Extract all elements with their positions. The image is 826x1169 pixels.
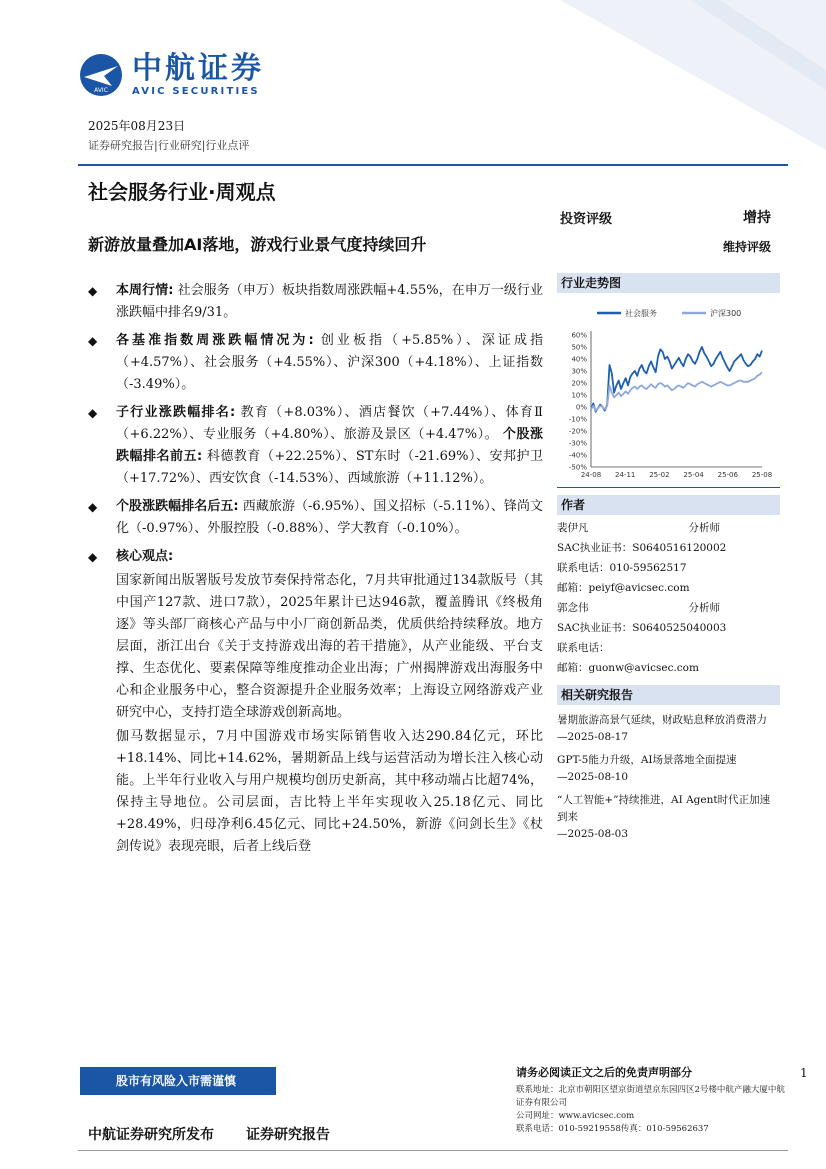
rating-note: 维持评级 (722, 240, 771, 254)
bullet-sub-industry (88, 402, 543, 490)
x-tick-label: 25-04 (683, 471, 704, 479)
industry-trend-chart (557, 295, 780, 485)
y-tick-label: 0% (575, 403, 587, 412)
author-phone: 联系电话：010-59562517 (557, 562, 687, 574)
author-email-label: 邮箱： (557, 662, 589, 674)
diamond-bullet-icon: ◆ (88, 334, 98, 348)
core-view-paragraph-1: 国家新闻出版署版号发放节奏保持常态化，7月共审批通过134款版号（其中国产127款、进口7款），2025年累计已达946款，覆盖腾讯《终极角逐》等头部厂商核心产品与中小厂商创新品类，优质供给持续释放。地方层面，浙江出台《关于支持游戏出海的若干措施》，从产业能级、平台支撑、生态优化、要素保障等维度推动企业出海；广州揭牌游戏出海服务中心和企业服务中心，整合资源提升企业服务效率；上海设立网络游戏产业研究中心，支持打造全球游戏创新高地。 (116, 573, 543, 720)
report-date: —2025-08-17 (557, 731, 629, 743)
author-name: 郭念伟 (557, 602, 589, 614)
diamond-bullet-icon: ◆ (88, 406, 98, 420)
page-title: 社会服务行业·周观点 (88, 180, 276, 204)
x-tick-label: 25-06 (717, 471, 738, 479)
author-email-link[interactable]: guonw@avicsec.com (588, 662, 699, 674)
diamond-bullet-icon: ◆ (88, 500, 98, 514)
y-tick-label: -30% (568, 439, 587, 448)
bullet-text: 社会服务（申万）板块指数周涨跌幅+4.55%，在申万一级行业涨跌幅中排名9/31。 (116, 283, 543, 320)
y-tick-label: 10% (571, 391, 587, 400)
author-section-header: 作者 (557, 495, 780, 515)
bullet-lead-top5: 个股涨跌幅排名前五: (116, 427, 543, 464)
chart-section-header: 行业走势图 (557, 273, 780, 293)
x-tick-label: 24-08 (580, 471, 602, 479)
y-tick-label: -10% (568, 415, 587, 424)
bullet-text: 西藏旅游（-6.95%）、国义招标（-5.11%）、锋尚文化（-0.97%）、外服控股（-0.88%）、学大教育（-0.10%）。 (116, 499, 543, 536)
x-tick-label: 25-02 (649, 471, 670, 479)
author-card-2 (557, 598, 780, 678)
diamond-bullet-icon: ◆ (88, 550, 98, 564)
header-divider (78, 164, 788, 166)
publisher-name: 中航证券研究所发布 (88, 1127, 214, 1143)
y-tick-label: -50% (568, 463, 587, 472)
contact-footer (516, 1064, 786, 1136)
rating-label: 投资评级 (560, 212, 613, 227)
bullet-text-top5: 科德教育（+22.25%）、ST东时（-21.69%）、安邦护卫（+17.72%）、西安饮食（-14.53%）、西域旅游（+11.12%）。 (116, 449, 544, 486)
chart-divider (557, 487, 780, 488)
disclaimer-title: 请务必阅读正文之后的免责声明部分 (516, 1066, 692, 1079)
rating-value: 增持 (743, 210, 771, 226)
report-category: 证券研究报告|行业研究|行业点评 (88, 139, 250, 152)
author-phone: 联系电话： (557, 642, 610, 654)
y-tick-label: 50% (571, 343, 587, 352)
author-email-label: 邮箱： (557, 582, 589, 594)
report-link-1[interactable] (557, 712, 780, 746)
footer-divider (78, 1150, 788, 1151)
page-subtitle: 新游放量叠加AI落地，游戏行业景气度持续回升 (88, 235, 427, 254)
author-name: 裴伊凡 (557, 522, 589, 534)
footer-publisher (88, 1124, 362, 1144)
company-phone: 联系电话：010-59219558传真：010-59562637 (516, 1124, 709, 1134)
logo-english-name: AVIC SECURITIES (132, 86, 260, 97)
y-tick-label: 30% (571, 367, 587, 376)
legend-label: 社会服务 (625, 309, 657, 318)
report-date: 2025年08月23日 (88, 119, 186, 133)
y-tick-label: 60% (571, 331, 587, 340)
author-role: 分析师 (688, 602, 720, 614)
author-email-link[interactable]: peiyf@avicsec.com (588, 582, 690, 594)
x-tick-label: 24-11 (615, 471, 636, 479)
report-title: 暑期旅游高景气延续，财政贴息释放消费潜力 (557, 714, 767, 726)
avic-emblem-icon (78, 52, 124, 98)
bullet-lead: 子行业涨跌幅排名: (116, 405, 236, 420)
logo-chinese-name: 中航证券 (132, 51, 264, 86)
y-tick-label: -40% (568, 451, 587, 460)
page-number: 1 (800, 1066, 808, 1080)
bullet-lead: 个股涨跌幅排名后五: (116, 499, 239, 514)
author-sac: SAC执业证书：S0640516120002 (557, 542, 727, 554)
bullet-text: 教育（+8.03%）、酒店餐饮（+7.44%）、体育Ⅱ（+6.22%）、专业服务（+4.80%）、旅游及景区（+4.47%）。 (116, 405, 543, 442)
report-date: —2025-08-10 (557, 771, 629, 783)
risk-warning-banner: 股市有风险入市需谨慎 (80, 1067, 276, 1095)
y-tick-label: -20% (568, 427, 587, 436)
report-title: GPT-5能力升级，AI场景落地全面提速 (557, 754, 737, 766)
report-link-2[interactable] (557, 752, 780, 786)
author-card-1 (557, 518, 780, 598)
report-link-3[interactable] (557, 792, 780, 843)
report-date: —2025-08-03 (557, 828, 629, 840)
related-reports-header: 相关研究报告 (557, 685, 780, 705)
bullet-text: 创业板指（+5.85%）、深证成指（+4.57%）、社会服务（+4.55%）、沪深300（+4.18%）、上证指数（-3.49%）。 (116, 333, 544, 392)
bullet-lead: 各基准指数周涨跌幅情况为: (116, 333, 314, 348)
company-website[interactable]: 公司网址：www.avicsec.com (516, 1111, 635, 1121)
y-tick-label: 20% (571, 379, 587, 388)
series-line-2 (591, 372, 762, 410)
y-tick-label: 40% (571, 355, 587, 364)
bullet-benchmark-index (88, 330, 543, 396)
bullet-bottom5 (88, 496, 543, 540)
company-address: 联系地址：北京市朝阳区望京街道望京东园四区2号楼中航产融大厦中航证券有限公司 (516, 1085, 785, 1108)
bullet-weekly-market (88, 280, 543, 324)
x-tick-label: 25-08 (751, 471, 773, 479)
main-content (88, 280, 543, 858)
logo-badge: AVIC (94, 87, 108, 94)
bullet-core-view (88, 546, 543, 568)
diamond-bullet-icon: ◆ (88, 284, 98, 298)
author-role: 分析师 (688, 522, 720, 534)
report-kind: 证券研究报告 (246, 1127, 330, 1143)
legend-label: 沪深300 (710, 309, 742, 318)
author-sac: SAC执业证书：S0640525040003 (557, 622, 727, 634)
series-line-1 (591, 347, 762, 412)
core-view-paragraph-2: 伽马数据显示，7月中国游戏市场实际销售收入达290.84亿元，环比+18.14%、同比+14.62%，暑期新品上线与运营活动为增长注入核心动能。上半年行业收入与用户规模均创历史新高，其中移动端占比超74%，保持主导地位。公司层面，吉比特上半年实现收入25.18亿元、同比+28.49%，归母净利6.45亿元、同比+24.50%，新游《问剑长生》《杖剑传说》表现亮眼，后者上线后登 (116, 729, 543, 854)
bullet-lead: 本周行情: (116, 283, 174, 298)
related-reports-list (557, 712, 780, 849)
company-logo (78, 52, 264, 98)
report-title: “人工智能+”持续推进，AI Agent时代正加速到来 (557, 794, 771, 823)
bullet-lead: 核心观点: (116, 549, 174, 564)
